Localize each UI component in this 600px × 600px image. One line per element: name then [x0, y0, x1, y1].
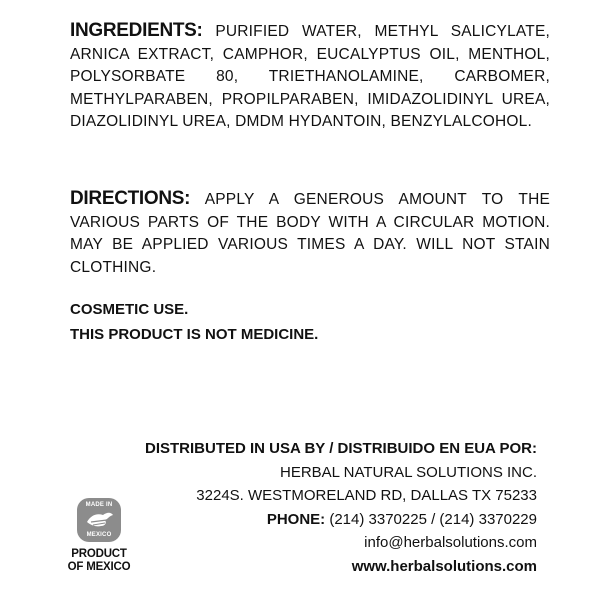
directions-heading: DIRECTIONS:	[70, 188, 191, 209]
phone-numbers: (214) 3370225 / (214) 3370229	[329, 510, 537, 528]
origin-line1: PRODUCT	[71, 548, 127, 560]
ingredients-section	[70, 20, 550, 134]
badge-top-text: MADE IN	[85, 502, 113, 508]
ingredients-text: PURIFIED WATER, METHYL SALICYLATE, ARNICA EXTRACT, CAMPHOR, EUCALYPTUS OIL, MENTHOL, POLYSORBATE 80, TRIETHANOLAMINE, CARBOMER, METHYLPARABEN, PROPILPARABEN, IMIDAZOLIDINYL UREA, DIAZOLIDINYL UREA, DMDM HYDANTOIN, BENZYLALCOHOL.	[70, 23, 550, 130]
phone-label: PHONE:	[266, 510, 326, 528]
distributor-website[interactable]: www.herbalsolutions.com	[351, 557, 537, 575]
distributor-heading: DISTRIBUTED IN USA BY / DISTRIBUIDO EN EUA POR:	[145, 440, 537, 457]
distributor-info	[145, 437, 537, 578]
made-in-mexico-badge	[77, 498, 121, 542]
distributor-address: 3224S. WESTMORELAND RD, DALLAS TX 75233	[196, 487, 537, 504]
ingredients-heading: INGREDIENTS:	[70, 20, 203, 41]
directions-section	[70, 188, 550, 279]
badge-bottom-text: MEXICO	[86, 532, 112, 538]
product-of-mexico-text	[63, 548, 135, 574]
distributor-phone-line	[145, 508, 537, 532]
usage-notices	[70, 297, 550, 347]
origin-line2: OF MEXICO	[67, 561, 131, 573]
distributor-company: HERBAL NATURAL SOLUTIONS INC.	[280, 463, 537, 481]
directions-text: APPLY A GENEROUS AMOUNT TO THE VARIOUS PARTS OF THE BODY WITH A CIRCULAR MOTION. MAY BE APPLIED VARIOUS TIMES A DAY. WILL NOT STAIN CLOTHING.	[70, 191, 551, 276]
made-in-mexico-logo	[63, 498, 135, 574]
distributor-email[interactable]: info@herbalsolutions.com	[364, 534, 537, 551]
cosmetic-use-notice: COSMETIC USE.	[70, 301, 189, 318]
not-medicine-notice: THIS PRODUCT IS NOT MEDICINE.	[70, 326, 319, 343]
